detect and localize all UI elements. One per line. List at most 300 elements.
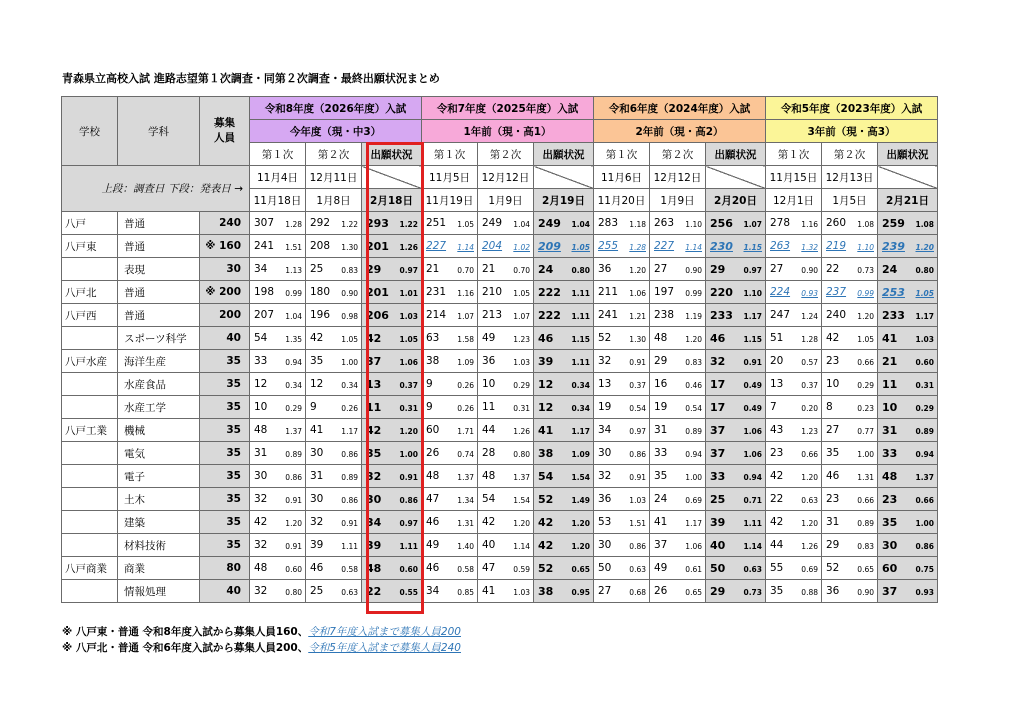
count-cell	[250, 511, 306, 534]
table-row	[62, 258, 938, 281]
applicant-count: 9	[426, 401, 433, 413]
competition-ratio: 1.20	[685, 335, 702, 344]
applicant-count: 35	[310, 355, 324, 367]
table-row	[62, 419, 938, 442]
competition-ratio: 0.77	[857, 427, 874, 436]
applicant-count: 52	[826, 562, 840, 574]
competition-ratio: 1.35	[285, 335, 302, 344]
applicant-count: 52	[538, 492, 554, 506]
competition-ratio: 1.17	[685, 519, 702, 528]
applicant-count: 204	[482, 240, 503, 252]
count-cell	[250, 281, 306, 304]
competition-ratio: 0.34	[285, 381, 302, 390]
count-cell	[306, 488, 362, 511]
competition-ratio: 0.26	[457, 404, 474, 413]
competition-ratio: 1.34	[457, 496, 474, 505]
count-cell	[362, 580, 422, 603]
count-cell	[878, 580, 938, 603]
competition-ratio: 0.90	[801, 266, 818, 275]
applicant-count: 44	[482, 424, 496, 436]
school-name: 八戸水産	[62, 350, 118, 373]
applicant-count: 47	[482, 562, 496, 574]
count-cell	[766, 350, 822, 373]
applicant-count: 33	[882, 446, 898, 460]
competition-ratio: 1.26	[513, 427, 530, 436]
count-cell	[766, 396, 822, 419]
competition-ratio: 0.71	[743, 495, 762, 505]
count-cell	[706, 212, 766, 235]
count-cell	[422, 419, 478, 442]
count-cell	[534, 304, 594, 327]
applicant-count: 30	[598, 539, 612, 551]
header-first-survey: 第１次	[422, 143, 478, 166]
announce-date: 2月21日	[878, 189, 938, 212]
competition-ratio: 0.86	[341, 496, 358, 505]
competition-ratio: 0.83	[341, 266, 358, 275]
applicant-count: 227	[426, 240, 447, 252]
competition-ratio: 1.06	[743, 426, 762, 436]
competition-ratio: 1.20	[399, 426, 418, 436]
count-cell	[534, 281, 594, 304]
applicant-count: 25	[310, 585, 324, 597]
applicant-count: 46	[310, 562, 324, 574]
count-cell	[478, 534, 534, 557]
applicant-count: 22	[770, 493, 784, 505]
count-cell	[306, 580, 362, 603]
count-cell	[422, 442, 478, 465]
competition-ratio: 1.16	[801, 220, 818, 229]
count-cell	[306, 281, 362, 304]
competition-ratio: 1.37	[457, 473, 474, 482]
applicant-count: 40	[482, 539, 496, 551]
competition-ratio: 0.55	[399, 587, 418, 597]
competition-ratio: 0.66	[857, 496, 874, 505]
competition-ratio: 0.57	[801, 358, 818, 367]
competition-ratio: 1.37	[285, 427, 302, 436]
count-cell	[594, 396, 650, 419]
competition-ratio: 1.06	[399, 357, 418, 367]
competition-ratio: 0.29	[857, 381, 874, 390]
applicant-count: 17	[710, 377, 726, 391]
count-cell	[362, 281, 422, 304]
count-cell	[822, 235, 878, 258]
competition-ratio: 1.00	[857, 450, 874, 459]
count-cell	[478, 258, 534, 281]
applicant-count: 13	[598, 378, 612, 390]
table-row	[62, 281, 938, 304]
count-cell	[362, 465, 422, 488]
competition-ratio: 1.15	[743, 334, 762, 344]
applicant-count: 37	[710, 446, 726, 460]
applicant-count: 180	[310, 286, 331, 298]
school-name: 八戸	[62, 212, 118, 235]
dept-name: 情報処理	[118, 580, 200, 603]
announce-date: 1月5日	[822, 189, 878, 212]
count-cell	[422, 488, 478, 511]
count-cell	[878, 557, 938, 580]
survey-date: 11月15日	[766, 166, 822, 189]
applicant-count: 11	[482, 401, 496, 413]
count-cell	[250, 235, 306, 258]
competition-ratio: 0.34	[571, 380, 590, 390]
count-cell	[306, 465, 362, 488]
count-cell	[594, 350, 650, 373]
applicant-count: 198	[254, 286, 275, 298]
applicant-count: 48	[882, 469, 898, 483]
applicant-count: 241	[254, 240, 275, 252]
applicant-count: 38	[538, 446, 554, 460]
applicant-count: 213	[482, 309, 503, 321]
applicant-count: 222	[538, 285, 561, 299]
competition-ratio: 1.28	[629, 243, 646, 252]
competition-ratio: 0.54	[629, 404, 646, 413]
footnote-1-link[interactable]: 令和7年度入試まで募集人員200	[308, 626, 461, 638]
competition-ratio: 0.99	[285, 289, 302, 298]
applicant-count: 42	[538, 538, 554, 552]
competition-ratio: 1.05	[915, 288, 934, 298]
competition-ratio: 1.15	[743, 242, 762, 252]
applicant-count: 34	[426, 585, 440, 597]
school-name	[62, 396, 118, 419]
count-cell	[822, 304, 878, 327]
applicant-count: 54	[538, 469, 554, 483]
competition-ratio: 1.01	[399, 288, 418, 298]
competition-ratio: 0.89	[915, 426, 934, 436]
count-cell	[362, 212, 422, 235]
competition-ratio: 0.49	[743, 380, 762, 390]
competition-ratio: 1.22	[399, 219, 418, 229]
survey-date: 11月6日	[594, 166, 650, 189]
competition-ratio: 1.14	[513, 542, 530, 551]
applicant-count: 24	[882, 262, 898, 276]
header-first-survey: 第１次	[766, 143, 822, 166]
competition-ratio: 0.90	[341, 289, 358, 298]
count-cell	[878, 281, 938, 304]
competition-ratio: 0.63	[743, 564, 762, 574]
applicant-count: 53	[598, 516, 612, 528]
count-cell	[766, 212, 822, 235]
competition-ratio: 1.37	[513, 473, 530, 482]
competition-ratio: 0.63	[801, 496, 818, 505]
applicant-count: 32	[254, 493, 268, 505]
competition-ratio: 1.05	[341, 335, 358, 344]
dept-name: 普通	[118, 304, 200, 327]
applicant-count: 238	[654, 309, 675, 321]
school-name: 八戸商業	[62, 557, 118, 580]
count-cell	[478, 465, 534, 488]
school-name	[62, 511, 118, 534]
competition-ratio: 0.94	[743, 472, 762, 482]
applicant-count: 43	[770, 424, 784, 436]
count-cell	[422, 511, 478, 534]
count-cell	[706, 327, 766, 350]
applicant-count: 29	[654, 355, 668, 367]
page-title: 青森県立高校入試 進路志望第１次調査・同第２次調査・最終出願状況まとめ	[62, 72, 440, 85]
count-cell	[362, 396, 422, 419]
count-cell	[594, 281, 650, 304]
applicant-count: 41	[538, 423, 554, 437]
count-cell	[650, 511, 706, 534]
applicant-count: 33	[654, 447, 668, 459]
count-cell	[878, 327, 938, 350]
count-cell	[650, 534, 706, 557]
count-cell	[422, 534, 478, 557]
applicant-count: 251	[426, 217, 447, 229]
applicant-count: 36	[598, 493, 612, 505]
competition-ratio: 1.11	[571, 357, 590, 367]
count-cell	[534, 327, 594, 350]
competition-ratio: 1.30	[341, 243, 358, 252]
applicant-count: 32	[598, 470, 612, 482]
competition-ratio: 0.91	[285, 496, 302, 505]
dept-name: 電子	[118, 465, 200, 488]
count-cell	[422, 580, 478, 603]
count-cell	[594, 373, 650, 396]
applicant-count: 196	[310, 309, 331, 321]
competition-ratio: 1.14	[685, 243, 702, 252]
competition-ratio: 1.00	[685, 473, 702, 482]
count-cell	[822, 350, 878, 373]
applicant-count: 50	[598, 562, 612, 574]
applicant-count: 230	[710, 239, 733, 253]
count-cell	[422, 373, 478, 396]
applicant-count: 237	[826, 286, 847, 298]
count-cell	[650, 419, 706, 442]
applicant-count: 39	[710, 515, 726, 529]
count-cell	[422, 465, 478, 488]
count-cell	[534, 488, 594, 511]
count-cell	[534, 373, 594, 396]
competition-ratio: 1.10	[743, 288, 762, 298]
competition-ratio: 0.66	[857, 358, 874, 367]
count-cell	[706, 534, 766, 557]
applicant-count: 32	[710, 354, 726, 368]
applicant-count: 42	[366, 331, 382, 345]
applicant-count: 12	[538, 400, 554, 414]
competition-ratio: 0.89	[857, 519, 874, 528]
applicant-count: 35	[366, 446, 382, 460]
applicant-count: 36	[482, 355, 496, 367]
competition-ratio: 1.20	[571, 518, 590, 528]
applicant-count: 23	[770, 447, 784, 459]
applicant-count: 224	[770, 286, 791, 298]
applicant-count: 31	[254, 447, 268, 459]
applicant-count: 208	[310, 240, 331, 252]
applicant-count: 41	[482, 585, 496, 597]
competition-ratio: 1.51	[629, 519, 646, 528]
competition-ratio: 1.05	[857, 335, 874, 344]
header-second-survey: 第２次	[650, 143, 706, 166]
competition-ratio: 1.09	[571, 449, 590, 459]
applicant-count: 207	[254, 309, 275, 321]
applicant-count: 25	[310, 263, 324, 275]
applicant-count: 255	[598, 240, 619, 252]
applicant-count: 253	[882, 285, 905, 299]
competition-ratio: 1.15	[571, 334, 590, 344]
dept-name: 普通	[118, 235, 200, 258]
count-cell	[478, 350, 534, 373]
header-application-status: 出願状況	[878, 143, 938, 166]
applicant-count: 46	[826, 470, 840, 482]
table-row	[62, 373, 938, 396]
applicant-count: 49	[654, 562, 668, 574]
announce-date: 11月18日	[250, 189, 306, 212]
applicant-count: 63	[426, 332, 440, 344]
capacity-value: 80	[200, 557, 250, 580]
table-row	[62, 350, 938, 373]
applicant-count: 42	[826, 332, 840, 344]
school-name	[62, 465, 118, 488]
header-second-survey: 第２次	[306, 143, 362, 166]
competition-ratio: 1.06	[743, 449, 762, 459]
competition-ratio: 0.69	[685, 496, 702, 505]
competition-ratio: 0.34	[341, 381, 358, 390]
capacity-value: 35	[200, 396, 250, 419]
applicant-count: 10	[482, 378, 496, 390]
announce-date: 11月19日	[422, 189, 478, 212]
competition-ratio: 0.91	[629, 358, 646, 367]
count-cell	[822, 327, 878, 350]
header-dept: 学科	[118, 97, 200, 166]
count-cell	[650, 212, 706, 235]
count-cell	[650, 235, 706, 258]
count-cell	[766, 534, 822, 557]
applicant-count: 209	[538, 239, 561, 253]
applicant-count: 32	[254, 539, 268, 551]
applicant-count: 7	[770, 401, 777, 413]
competition-ratio: 1.03	[915, 334, 934, 344]
applicant-count: 27	[770, 263, 784, 275]
applicant-count: 249	[482, 217, 503, 229]
count-cell	[534, 511, 594, 534]
competition-ratio: 0.97	[743, 265, 762, 275]
count-cell	[878, 373, 938, 396]
count-cell	[766, 373, 822, 396]
school-name	[62, 373, 118, 396]
count-cell	[478, 419, 534, 442]
count-cell	[766, 580, 822, 603]
count-cell	[250, 442, 306, 465]
count-cell	[650, 557, 706, 580]
count-cell	[422, 212, 478, 235]
competition-ratio: 0.70	[513, 266, 530, 275]
count-cell	[650, 327, 706, 350]
count-cell	[478, 212, 534, 235]
announce-date: 12月1日	[766, 189, 822, 212]
competition-ratio: 1.11	[341, 542, 358, 551]
competition-ratio: 0.97	[629, 427, 646, 436]
count-cell	[534, 258, 594, 281]
header-application-status: 出願状況	[534, 143, 594, 166]
count-cell	[250, 534, 306, 557]
applicant-count: 22	[826, 263, 840, 275]
competition-ratio: 1.14	[457, 243, 474, 252]
count-cell	[594, 327, 650, 350]
date-note: 上段：調査日 下段：発表日 →	[62, 166, 250, 212]
applicant-count: 222	[538, 308, 561, 322]
school-name	[62, 488, 118, 511]
count-cell	[706, 281, 766, 304]
competition-ratio: 0.91	[341, 519, 358, 528]
competition-ratio: 1.32	[801, 243, 818, 252]
applicant-count: 19	[598, 401, 612, 413]
count-cell	[766, 235, 822, 258]
applicant-count: 20	[770, 355, 784, 367]
competition-ratio: 0.34	[571, 403, 590, 413]
header-year-0: 令和8年度（2026年度）入試	[250, 97, 422, 120]
competition-ratio: 0.80	[915, 265, 934, 275]
competition-ratio: 0.60	[915, 357, 934, 367]
applicant-count: 10	[882, 400, 898, 414]
applicant-count: 31	[654, 424, 668, 436]
count-cell	[534, 235, 594, 258]
competition-ratio: 1.00	[915, 518, 934, 528]
competition-ratio: 1.26	[399, 242, 418, 252]
competition-ratio: 0.31	[399, 403, 418, 413]
applicant-count: 8	[826, 401, 833, 413]
applicant-count: 27	[654, 263, 668, 275]
applicant-count: 307	[254, 217, 275, 229]
applicant-count: 36	[598, 263, 612, 275]
competition-ratio: 0.68	[629, 588, 646, 597]
count-cell	[822, 281, 878, 304]
applicant-count: 11	[882, 377, 898, 391]
count-cell	[822, 396, 878, 419]
header-year-1: 令和7年度（2025年度）入試	[422, 97, 594, 120]
count-cell	[822, 258, 878, 281]
count-cell	[362, 373, 422, 396]
applicant-count: 40	[710, 538, 726, 552]
header-year-sub-1: 1年前（現・高1）	[422, 120, 594, 143]
table-row	[62, 557, 938, 580]
applicant-count: 42	[482, 516, 496, 528]
applicant-count: 201	[366, 285, 389, 299]
competition-ratio: 1.54	[571, 472, 590, 482]
count-cell	[362, 350, 422, 373]
count-cell	[878, 304, 938, 327]
school-name	[62, 534, 118, 557]
survey-date: 12月12日	[478, 166, 534, 189]
count-cell	[822, 442, 878, 465]
competition-ratio: 1.05	[513, 289, 530, 298]
dept-name: スポーツ科学	[118, 327, 200, 350]
competition-ratio: 1.00	[341, 358, 358, 367]
applicant-count: 46	[710, 331, 726, 345]
competition-ratio: 0.80	[285, 588, 302, 597]
footnote-2-link[interactable]: 令和5年度入試まで募集人員240	[308, 642, 461, 654]
applicant-count: 60	[882, 561, 898, 575]
count-cell	[650, 580, 706, 603]
applicant-count: 247	[770, 309, 791, 321]
competition-ratio: 1.17	[571, 426, 590, 436]
count-cell	[478, 304, 534, 327]
header-application-status: 出願状況	[362, 143, 422, 166]
count-cell	[250, 557, 306, 580]
competition-ratio: 1.16	[457, 289, 474, 298]
applicant-count: 292	[310, 217, 331, 229]
competition-ratio: 0.85	[457, 588, 474, 597]
applicant-count: 35	[826, 447, 840, 459]
count-cell	[306, 396, 362, 419]
header-year-sub-2: 2年前（現・高2）	[594, 120, 766, 143]
applicant-count: 219	[826, 240, 847, 252]
count-cell	[362, 511, 422, 534]
count-cell	[878, 442, 938, 465]
dept-name: 商業	[118, 557, 200, 580]
applicant-count: 23	[826, 355, 840, 367]
count-cell	[362, 488, 422, 511]
competition-ratio: 0.80	[513, 450, 530, 459]
